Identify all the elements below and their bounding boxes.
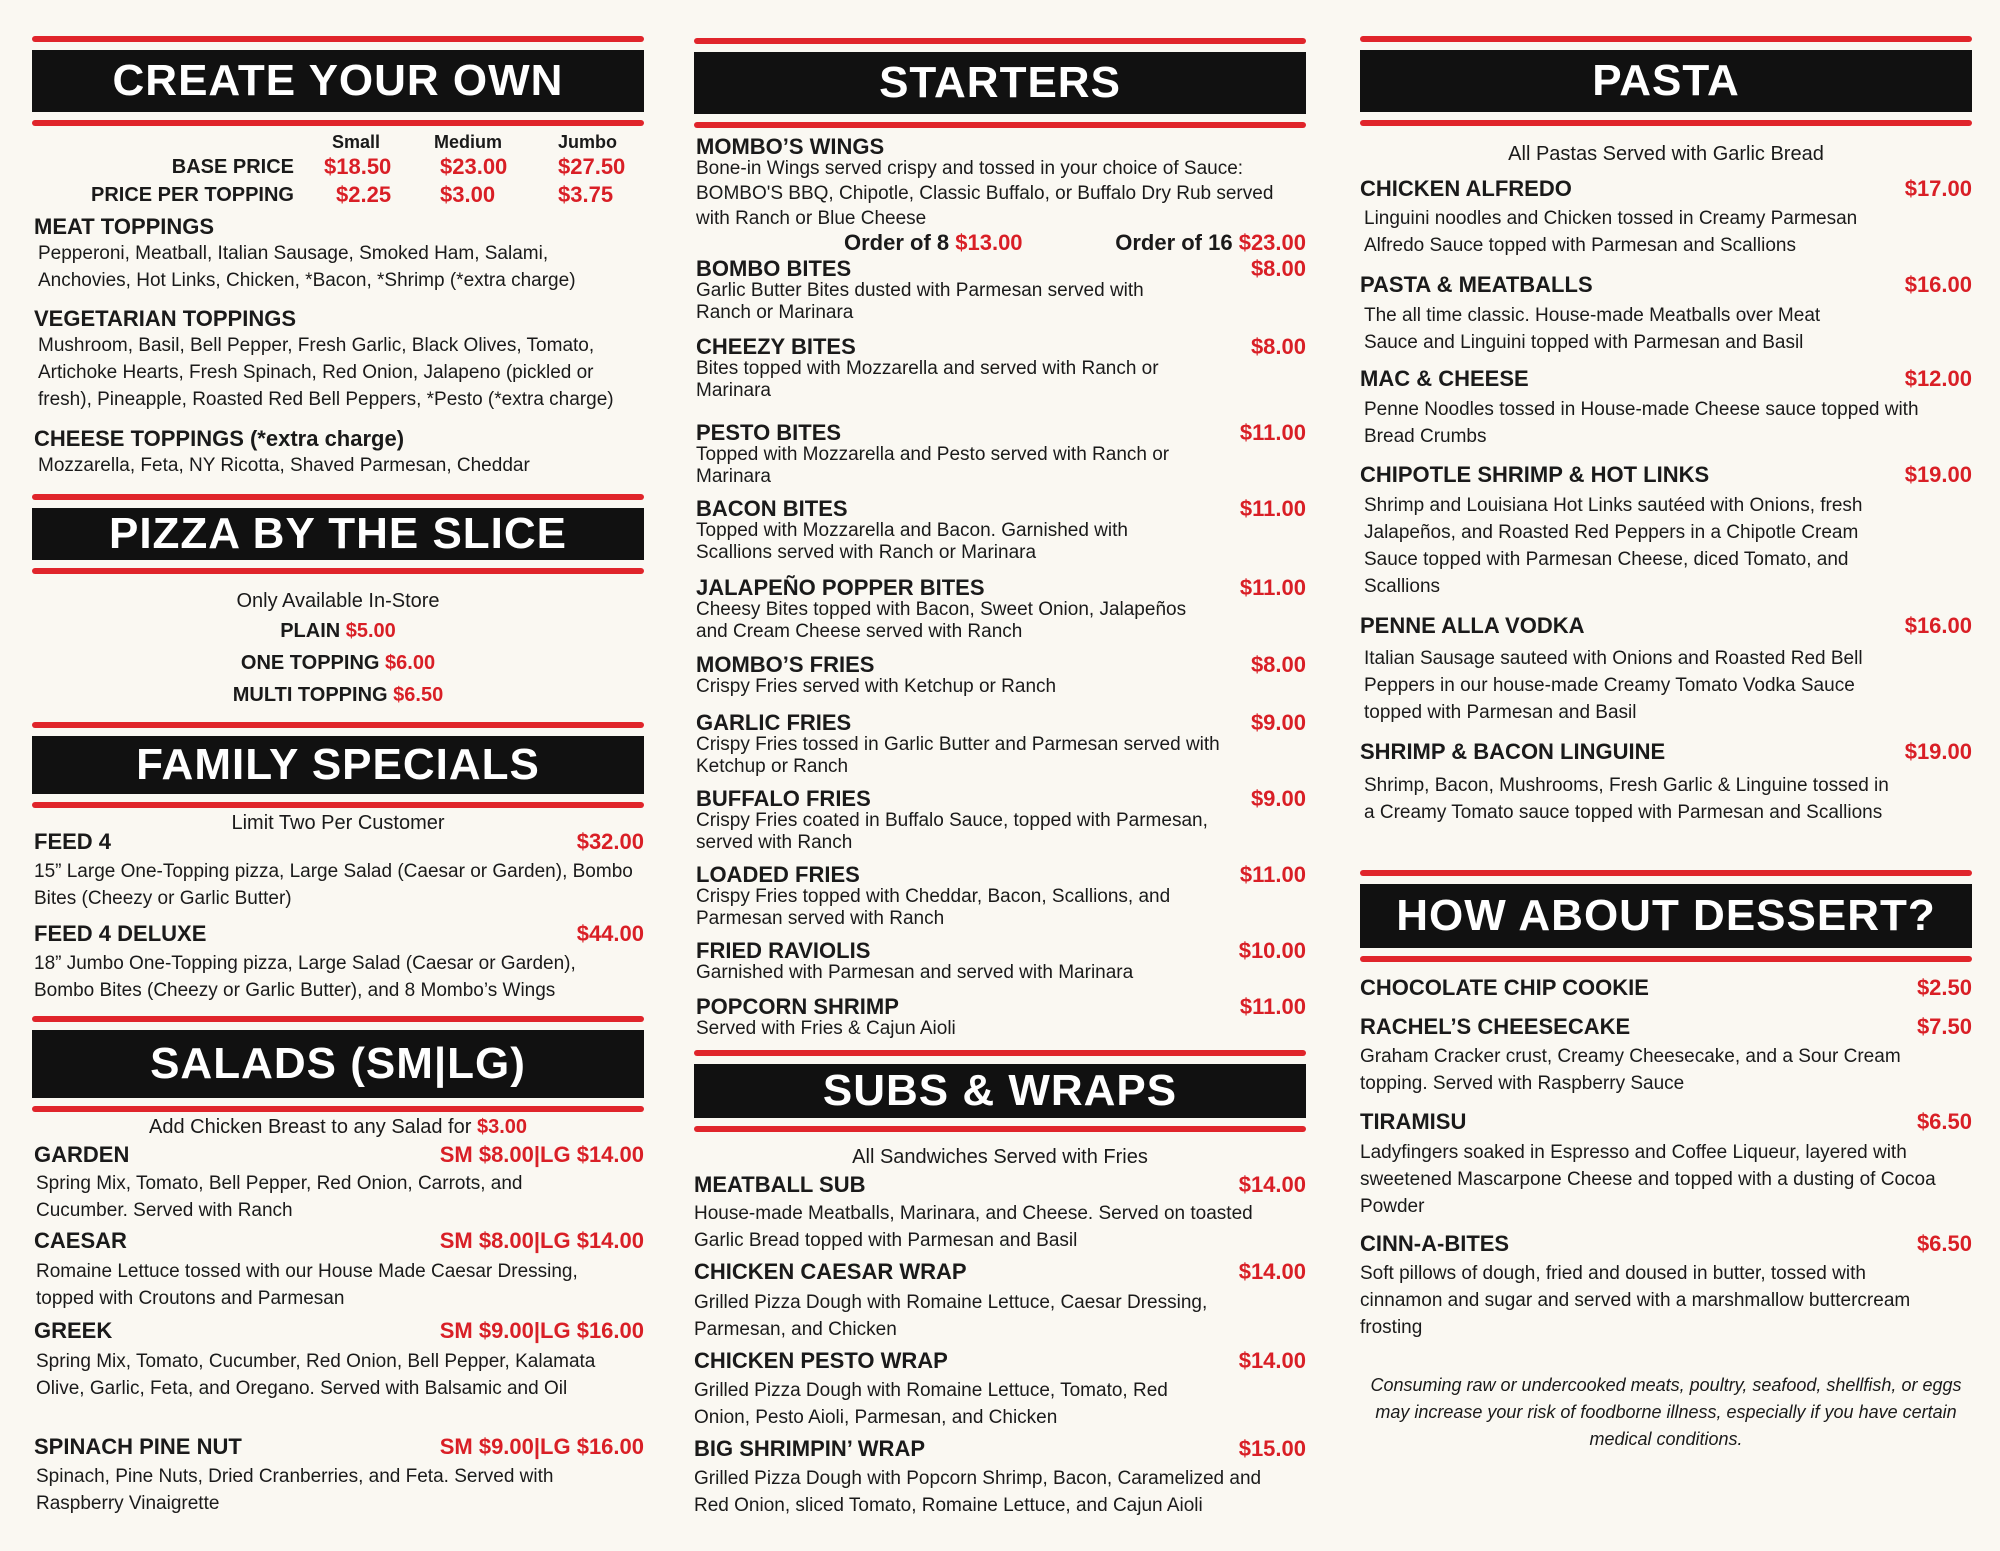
starter-item-price: $11.00 (1239, 575, 1306, 600)
starter-item-name: MOMBO’S FRIES (696, 652, 875, 677)
starter-item-desc: Bites topped with Mozzarella and served with Ranch or Marinara (696, 358, 1159, 401)
pasta-item-name: MAC & CHEESE (1360, 366, 1529, 391)
slice-subtitle: Only Available In-Store (236, 590, 440, 612)
family-item-price: $32.00 (576, 829, 644, 854)
salads-subtitle-price: $3.00 (476, 1116, 528, 1138)
slice-item-price: $5.00 (345, 620, 396, 642)
pasta-item-desc: The all time classic. House-made Meatballs over Meat Sauce and Linguini topped with Parmesan and Basil (1364, 305, 1821, 353)
starter-item-desc: Crispy Fries served with Ketchup or Ranch (696, 676, 1057, 697)
family-subtitle: Limit Two Per Customer (231, 812, 445, 834)
meat-toppings-list: Pepperoni, Meatball, Italian Sausage, Smoked Ham, Salami, Anchovies, Hot Links, Chicken, *Bacon, *Shrimp (*extra charge) (38, 243, 576, 291)
pasta-subtitle: All Pastas Served with Garlic Bread (1508, 143, 1824, 165)
starter-item-price: $8.00 (1250, 652, 1306, 677)
salad-item-desc: Romaine Lettuce tossed with our House Made Caesar Dressing, topped with Croutons and Parmesan (36, 1261, 578, 1309)
starter-item-price: $10.00 (1238, 938, 1306, 963)
pasta-item-price: $19.00 (1904, 739, 1972, 764)
starter-item-desc: Garnished with Parmesan and served with Marinara (696, 962, 1134, 983)
section-title: STARTERS (694, 52, 1306, 114)
slice-item-price: $6.50 (393, 684, 444, 706)
sub-item-name: CHICKEN CAESAR WRAP (694, 1259, 967, 1284)
pasta-item-price: $17.00 (1904, 176, 1972, 201)
wings-name: MOMBO’S WINGS (696, 134, 885, 159)
pasta-item-desc: Penne Noodles tossed in House-made Cheese sauce topped with Bread Crumbs (1364, 399, 1919, 447)
pasta-item-name: SHRIMP & BACON LINGUINE (1360, 739, 1666, 764)
subs-subtitle: All Sandwiches Served with Fries (852, 1146, 1148, 1168)
pasta-item-desc: Shrimp and Louisiana Hot Links sautéed with Onions, fresh Jalapeños, and Roasted Red Peppers in a Chipotle Cream Sauce topped with Parmesan Cheese, diced Tomato, and Scallions (1364, 495, 1863, 597)
dessert-item-price: $7.50 (1916, 1014, 1972, 1039)
salad-item-price: SM $9.00|LG $16.00 (439, 1318, 644, 1343)
starter-item-price: $9.00 (1250, 786, 1306, 811)
dessert-item-price: $6.50 (1916, 1109, 1972, 1134)
food-safety-disclaimer: Consuming raw or undercooked meats, poultry, seafood, shellfish, or eggs may increase your risk of foodborne illness, especially if you have certain medical conditions. (1370, 1375, 1962, 1449)
section-title: PASTA (1360, 50, 1972, 112)
starter-item-name: JALAPEÑO POPPER BITES (696, 575, 985, 600)
pasta-item-price: $19.00 (1904, 462, 1972, 487)
sub-item-name: CHICKEN PESTO WRAP (694, 1348, 948, 1373)
starter-item-name: POPCORN SHRIMP (696, 994, 899, 1019)
pasta-item-name: CHICKEN ALFREDO (1360, 176, 1572, 201)
family-item-price: $44.00 (576, 921, 644, 946)
family-specials-header (32, 722, 644, 808)
create-your-own-header (32, 36, 644, 126)
salads-subtitle-text: Add Chicken Breast to any Salad for (148, 1116, 477, 1138)
sub-item-name: BIG SHRIMPIN’ WRAP (694, 1436, 926, 1461)
vegetarian-toppings-title: VEGETARIAN TOPPINGS (34, 306, 297, 331)
dessert-item-price: $6.50 (1916, 1231, 1972, 1256)
pizza-by-the-slice-header (32, 494, 644, 574)
cheese-toppings-list: Mozzarella, Feta, NY Ricotta, Shaved Parmesan, Cheddar (38, 455, 530, 476)
slice-item-name: PLAIN (280, 620, 341, 642)
section-title: PIZZA BY THE SLICE (32, 508, 644, 560)
slice-item-name: ONE TOPPING (240, 652, 380, 674)
starter-item-price: $9.00 (1250, 710, 1306, 735)
topping-price-jumbo: $3.75 (558, 182, 614, 207)
starters-header (694, 38, 1306, 128)
topping-price-label: PRICE PER TOPPING (90, 184, 294, 206)
slice-item-name: MULTI TOPPING (232, 684, 388, 706)
starter-item-desc: Crispy Fries topped with Cheddar, Bacon, Scallions, and Parmesan served with Ranch (696, 886, 1171, 929)
vegetarian-toppings-list: Mushroom, Basil, Bell Pepper, Fresh Garlic, Black Olives, Tomato, Artichoke Hearts, Fresh Spinach, Red Onion, Jalapeno (pickled or fresh), Pineapple, Roasted Red Bell Peppers, *Pesto (*extra charge) (38, 335, 614, 410)
starter-item-price: $11.00 (1239, 994, 1306, 1019)
wings-order-16-price: $23.00 (1238, 230, 1306, 255)
dessert-item-desc: Graham Cracker crust, Creamy Cheesecake, and a Sour Cream topping. Served with Raspberry Sauce (1360, 1046, 1901, 1094)
topping-price-medium: $3.00 (440, 182, 496, 207)
family-item-desc: 18” Jumbo One-Topping pizza, Large Salad (Caesar or Garden), Bombo Bites (Cheezy or Garlic Butter), and 8 Mombo’s Wings (34, 953, 576, 1001)
pasta-item-name: PASTA & MEATBALLS (1360, 272, 1593, 297)
base-price-small: $18.50 (324, 154, 392, 179)
starter-item-desc: Crispy Fries tossed in Garlic Butter and Parmesan served with Ketchup or Ranch (696, 734, 1220, 777)
pasta-item-price: $16.00 (1904, 613, 1972, 638)
pasta-item-desc: Shrimp, Bacon, Mushrooms, Fresh Garlic & Linguine tossed in a Creamy Tomato sauce topped with Parmesan and Scallions (1364, 775, 1889, 823)
salads-subtitle (32, 1114, 644, 1140)
salad-item-desc: Spinach, Pine Nuts, Dried Cranberries, and Feta. Served with Raspberry Vinaigrette (36, 1466, 554, 1514)
starter-item-price: $11.00 (1239, 862, 1306, 887)
dessert-item-desc: Ladyfingers soaked in Espresso and Coffee Liqueur, layered with sweetened Mascarpone Cheese and topped with a dusting of Cocoa Powder (1360, 1142, 1936, 1217)
cheese-toppings-title: CHEESE TOPPINGS (*extra charge) (34, 426, 405, 451)
starter-item-name: CHEEZY BITES (696, 334, 856, 359)
dessert-item-name: TIRAMISU (1360, 1109, 1467, 1134)
sub-item-desc: Grilled Pizza Dough with Romaine Lettuce, Tomato, Red Onion, Pesto Aioli, Parmesan, and Chicken (694, 1380, 1168, 1428)
sub-item-price: $14.00 (1238, 1348, 1306, 1373)
section-title: SUBS & WRAPS (694, 1064, 1306, 1118)
wings-order-8-price: $13.00 (955, 230, 1023, 255)
sub-item-price: $14.00 (1238, 1172, 1306, 1197)
dessert-header (1360, 870, 1972, 962)
wings-order-8-label: Order of 8 (844, 230, 956, 255)
salad-item-desc: Spring Mix, Tomato, Cucumber, Red Onion, Bell Pepper, Kalamata Olive, Garlic, Feta, and Oregano. Served with Balsamic and Oil (36, 1351, 596, 1399)
salad-item-price: SM $9.00|LG $16.00 (439, 1434, 644, 1459)
sub-item-price: $15.00 (1238, 1436, 1306, 1461)
salad-item-name: GREEK (34, 1318, 113, 1343)
pasta-item-desc: Italian Sausage sauteed with Onions and Roasted Red Bell Peppers in our house-made Creamy Tomato Vodka Sauce topped with Parmesan and Basil (1364, 648, 1863, 723)
sub-item-desc: Grilled Pizza Dough with Popcorn Shrimp, Bacon, Caramelized and Red Onion, sliced Tomato, Romaine Lettuce, and Cajun Aioli (694, 1468, 1262, 1516)
subs-wraps-header (694, 1050, 1306, 1132)
starter-item-name: BOMBO BITES (696, 256, 852, 281)
topping-price-small: $2.25 (336, 182, 392, 207)
salad-item-name: SPINACH PINE NUT (34, 1434, 242, 1459)
starter-item-desc: Topped with Mozzarella and Pesto served with Ranch or Marinara (696, 444, 1170, 487)
family-item-name: FEED 4 DELUXE (34, 921, 207, 946)
starter-item-name: BACON BITES (696, 496, 848, 521)
dessert-item-price: $2.50 (1916, 975, 1972, 1000)
pasta-item-desc: Linguini noodles and Chicken tossed in Creamy Parmesan Alfredo Sauce topped with Parmesan and Scallions (1364, 208, 1858, 256)
wings-desc: Bone-in Wings served crispy and tossed in your choice of Sauce: BOMBO'S BBQ, Chipotle, Classic Buffalo, or Buffalo Dry Rub served with Ranch or Blue Cheese (696, 158, 1274, 229)
wings-order-8 (844, 230, 1023, 256)
section-title: CREATE YOUR OWN (32, 50, 644, 112)
salad-item-price: SM $8.00|LG $14.00 (439, 1228, 644, 1253)
meat-toppings-title: MEAT TOPPINGS (34, 214, 215, 239)
slice-item (32, 682, 644, 708)
family-item-name: FEED 4 (34, 829, 112, 854)
starter-item-price: $8.00 (1250, 334, 1306, 359)
dessert-item-name: CINN-A-BITES (1360, 1231, 1510, 1256)
wings-order-16 (1115, 230, 1306, 256)
size-jumbo-label: Jumbo (558, 132, 618, 152)
pasta-item-name: CHIPOTLE SHRIMP & HOT LINKS (1360, 462, 1710, 487)
wings-order-16-label: Order of 16 (1115, 230, 1239, 255)
sub-item-price: $14.00 (1238, 1259, 1306, 1284)
section-title: FAMILY SPECIALS (32, 736, 644, 794)
section-title: SALADS (SM|LG) (32, 1030, 644, 1098)
sub-item-desc: Grilled Pizza Dough with Romaine Lettuce, Caesar Dressing, Parmesan, and Chicken (694, 1292, 1208, 1340)
starter-item-name: FRIED RAVIOLIS (696, 938, 871, 963)
salad-item-name: CAESAR (34, 1228, 127, 1253)
base-price-label: BASE PRICE (171, 156, 294, 178)
pasta-item-name: PENNE ALLA VODKA (1360, 613, 1585, 638)
starter-item-price: $11.00 (1239, 420, 1306, 445)
base-price-jumbo: $27.50 (558, 154, 626, 179)
starter-item-name: BUFFALO FRIES (696, 786, 871, 811)
dessert-item-desc: Soft pillows of dough, fried and doused in butter, tossed with cinnamon and sugar and served with a marshmallow buttercream frosting (1360, 1263, 1911, 1338)
dessert-item-name: CHOCOLATE CHIP COOKIE (1360, 975, 1649, 1000)
salad-item-price: SM $8.00|LG $14.00 (439, 1142, 644, 1167)
salad-item-desc: Spring Mix, Tomato, Bell Pepper, Red Onion, Carrots, and Cucumber. Served with Ranch (36, 1173, 523, 1221)
family-item-desc: 15” Large One-Topping pizza, Large Salad (Caesar or Garden), Bombo Bites (Cheezy or Garlic Butter) (34, 861, 633, 909)
starter-item-desc: Topped with Mozzarella and Bacon. Garnished with Scallions served with Ranch or Marinara (696, 520, 1128, 563)
size-small-label: Small (332, 132, 381, 152)
slice-item (32, 650, 644, 676)
salad-item-name: GARDEN (34, 1142, 130, 1167)
starter-item-price: $8.00 (1250, 256, 1306, 281)
salads-header (32, 1016, 644, 1112)
pasta-item-price: $12.00 (1904, 366, 1972, 391)
pasta-item-price: $16.00 (1904, 272, 1972, 297)
starter-item-desc: Served with Fries & Cajun Aioli (696, 1018, 956, 1039)
sub-item-name: MEATBALL SUB (694, 1172, 866, 1197)
starter-item-desc: Cheesy Bites topped with Bacon, Sweet Onion, Jalapeños and Cream Cheese served with Ranch (696, 599, 1187, 642)
section-title: HOW ABOUT DESSERT? (1360, 884, 1972, 948)
starter-item-name: PESTO BITES (696, 420, 842, 445)
size-medium-label: Medium (434, 132, 503, 152)
dessert-item-name: RACHEL’S CHEESECAKE (1360, 1014, 1631, 1039)
starter-item-desc: Crispy Fries coated in Buffalo Sauce, topped with Parmesan, served with Ranch (696, 810, 1208, 853)
slice-item-price: $6.00 (385, 652, 436, 674)
starter-item-name: GARLIC FRIES (696, 710, 852, 735)
starter-item-name: LOADED FRIES (696, 862, 860, 887)
sub-item-desc: House-made Meatballs, Marinara, and Cheese. Served on toasted Garlic Bread topped with Parmesan and Basil (694, 1203, 1253, 1251)
starter-item-desc: Garlic Butter Bites dusted with Parmesan served with Ranch or Marinara (696, 280, 1144, 323)
starter-item-price: $11.00 (1239, 496, 1306, 521)
slice-item (32, 618, 644, 644)
pasta-header (1360, 36, 1972, 126)
base-price-medium: $23.00 (440, 154, 508, 179)
